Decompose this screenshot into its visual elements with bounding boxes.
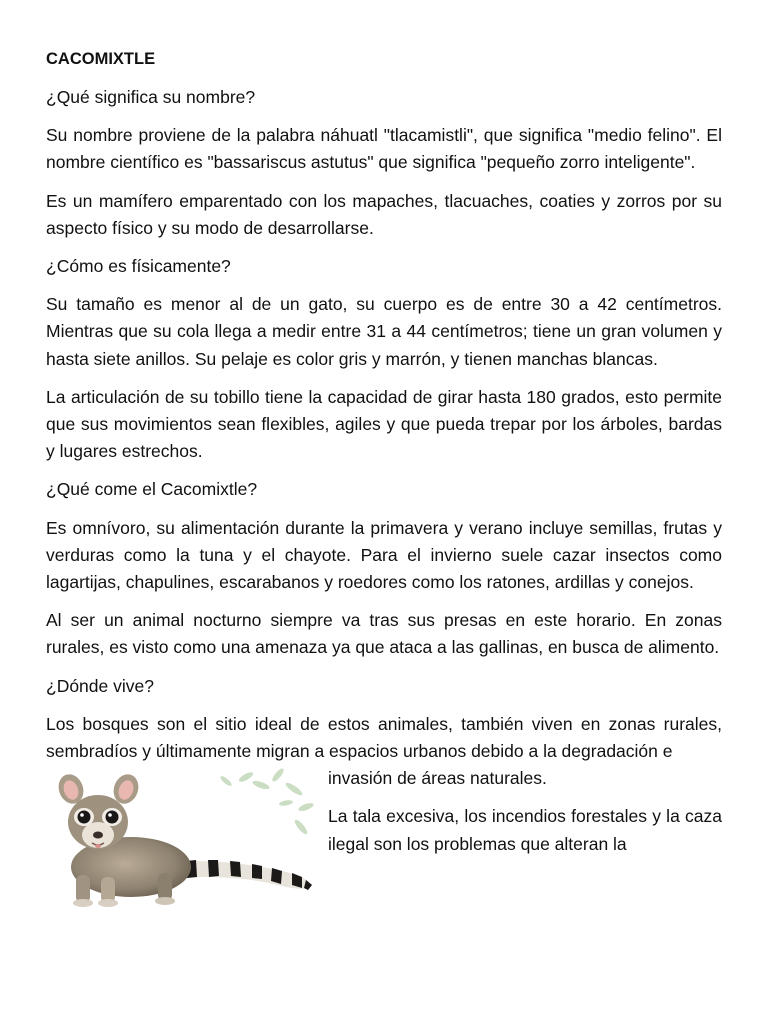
question-diet: ¿Qué come el Cacomixtle?: [46, 479, 258, 500]
question-name-meaning: ¿Qué significa su nombre?: [46, 87, 256, 107]
paragraph-habitat-a: Los bosques son el sitio ideal de estos animales, también viven en zonas rurales, sembradíos y últimamente migran a espacios urbanos debido a la degradación e: [46, 713, 722, 762]
document-title: CACOMIXTLE: [46, 50, 156, 68]
cacomixtle-photo: [46, 767, 316, 907]
question-habitat: ¿Dónde vive?: [46, 675, 154, 696]
paragraph-nocturnal: Al ser un animal nocturno siempre va tras sus presas en este horario. En zonas rurales, es visto como una amenaza ya que ataca a las gallinas, en busca de alimento.: [46, 610, 722, 658]
paragraph-threats: La tala excesiva, los incendios forestales y la caza ilegal son los problemas que alteran la: [328, 806, 722, 854]
paragraph-relatives: Es un mamífero emparentado con los mapaches, tlacuaches, coaties y zorros por su aspecto físico y su modo de desarrollarse.: [46, 190, 722, 238]
paragraph-diet: Es omnívoro, su alimentación durante la primavera y verano incluye semillas, frutas y verduras como la tuna y el chayote. Para el invierno suele cazar insectos como lagartijas, chapulines, escarabanos y roedores como los ratones, ardillas y conejos.: [46, 517, 722, 593]
paragraph-size: Su tamaño es menor al de un gato, su cuerpo es de entre 30 a 42 centímetros. Mientras que su cola llega a medir entre 31 a 44 centímetros; tiene un gran volumen y hasta siete anillos. Su pelaje es color gris y marrón, y tienen manchas blancas.: [46, 294, 722, 369]
document-page: [46, 46, 722, 913]
paragraph-ankle: La articulación de su tobillo tiene la capacidad de girar hasta 180 grados, esto permite que sus movimientos sean flexibles, agiles y que pueda trepar por los árboles, bardas y lugares estrechos.: [46, 386, 722, 462]
paragraph-habitat-b: invasión de áreas naturales.: [328, 768, 547, 789]
paragraph-name-origin: Su nombre proviene de la palabra náhuatl "tlacamistli", que significa "medio felino". El nombre científico es "bassariscus astutus" que significa "pequeño zorro inteligente".: [46, 125, 722, 173]
question-appearance: ¿Cómo es físicamente?: [46, 256, 231, 277]
